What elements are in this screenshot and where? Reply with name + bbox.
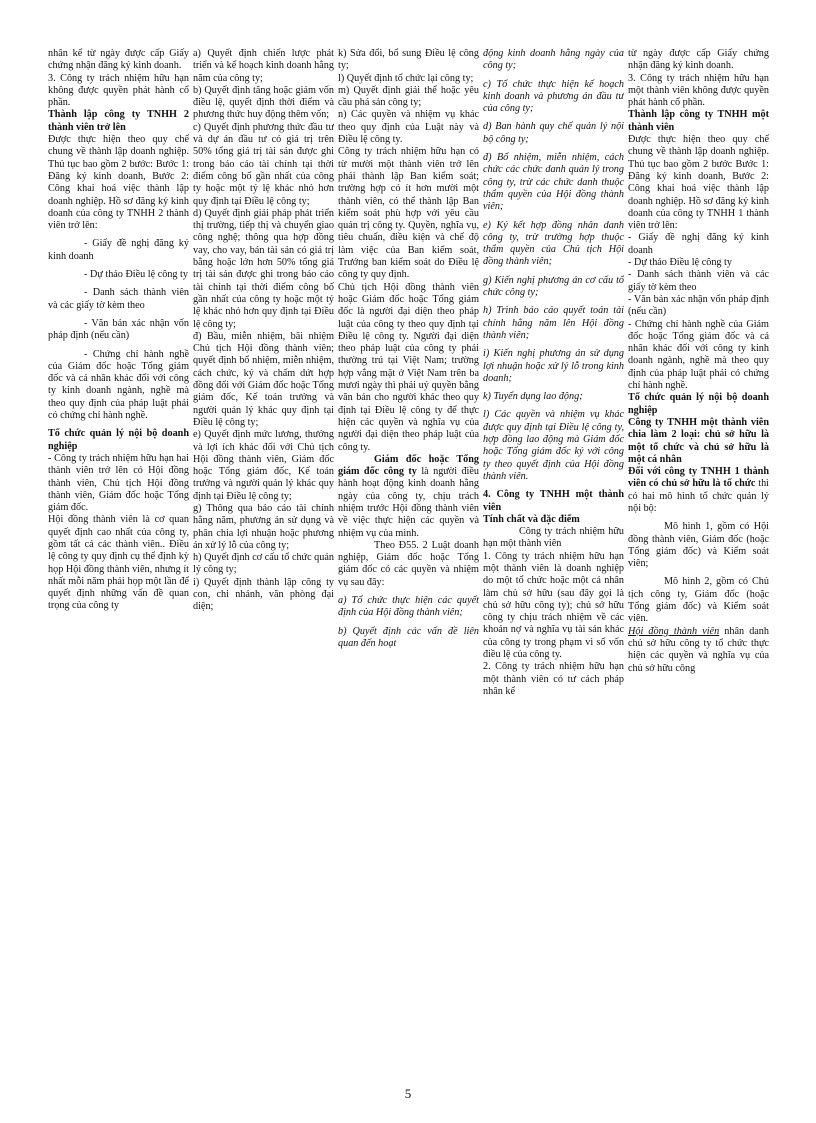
page-number: 5	[404, 1086, 412, 1101]
paragraph-lead: Hội đồng thành viên	[628, 625, 720, 637]
paragraph: b) Quyết định các vấn đề liên quan đến hoạt	[338, 625, 479, 649]
paragraph: đ) Bầu, miễn nhiệm, bãi nhiệm Chủ tịch Hội đồng thành viên; quyết định bổ nhiệm, miễn nhiệm, cách chức, ký và chấm dứt hợp đồng đối với Giám đốc hoặc Tổng giám đốc, Kế toán trưởng và người quản lý khác quy định tại Điều lệ công ty;	[193, 330, 334, 428]
paragraph: - Giấy đề nghị đăng ký kinh doanh	[628, 232, 769, 256]
paragraph: Tổ chức quản lý nội bộ doanh nghiệp	[48, 428, 189, 452]
paragraph: g) Kiến nghị phương án cơ cấu tổ chức công ty;	[483, 274, 624, 299]
paragraph: Công ty trách nhiệm hữu hạn có từ mười một thành viên trở lên phải thành lập Ban kiểm soát; trường hợp có ít hơn mười một thành viên, có thể thành lập Ban kiểm soát phù hợp với yêu cầu quản trị công ty. Quyền, nghĩa vụ, tiêu chuẩn, điều kiện và chế độ làm việc của Ban kiểm soát, Trưởng ban kiểm soát do Điều lệ công ty quy định.	[338, 146, 479, 281]
paragraph: 1. Công ty trách nhiệm hữu hạn một thành viên là doanh nghiệp do một tổ chức hoặc một cá nhân làm chủ sở hữu (sau đây gọi là chủ sở hữu công ty); chủ sở hữu công ty chịu trách nhiệm về các khoản nợ và nghĩa vụ tài sản khác của công ty trong phạm vi số vốn điều lệ của công ty.	[483, 550, 624, 661]
paragraph: Thành lập công ty TNHH 2 thành viên trở lên	[48, 109, 189, 133]
paragraph: nhân kể từ ngày được cấp Giấy chứng nhận đăng ký kinh doanh.	[48, 48, 189, 72]
paragraph-rest: là người điều hành hoạt động kinh doanh hằng ngày của công ty, chịu trách nhiệm trước Hội đồng thành viên về việc thực hiện các quyền và nhiệm vụ của mình.	[338, 466, 479, 539]
paragraph: Được thực hiện theo quy chế chung về thành lập doanh nghiệp. Thủ tục bao gồm 2 bước Bước 1: Đăng ký kinh doanh, Bước 2: Công khai hoá việc thành lập doanh nghiệp. Hồ sơ đăng ký kinh doanh của công ty TNHH 1 thành viên trở lên:	[628, 134, 769, 232]
paragraph: - Dự thảo Điều lệ công ty	[628, 257, 732, 269]
paragraph-lead: Đối với công ty TNHH 1 thành viên có chủ sở hữu là tổ chức	[628, 466, 769, 490]
paragraph: i) Kiến nghị phương án sử dụng lợi nhuận hoặc xử lý lỗ trong kinh doanh;	[483, 348, 624, 384]
paragraph: - Chứng chỉ hành nghề của Giám đốc hoặc Tổng giám đốc và cá nhân khác đối với công ty kinh doanh ngành, nghề mà theo quy định của pháp luật phải có chứng chỉ hành nghề.	[48, 348, 189, 422]
paragraph: Được thực hiện theo quy chế chung về thành lập doanh nghiệp. Thủ tục bao gồm 2 bước: Bước 1: Đăng ký kinh doanh, Bước 2: Công khai hoá việc thành lập doanh nghiệp. Hồ sơ đăng ký kinh doanh của công ty TNHH 2 thành viên trở lên:	[48, 134, 189, 232]
paragraph: động kinh doanh hằng ngày của công ty;	[483, 48, 624, 72]
paragraph: a) Tổ chức thực hiện các quyết định của Hội đồng thành viên;	[338, 595, 479, 619]
paragraph: l) Quyết định tổ chức lại công ty;	[338, 72, 474, 84]
paragraph	[628, 626, 769, 675]
paragraph: - Danh sách thành viên và các giấy tờ kèm theo	[48, 287, 189, 311]
paragraph	[338, 454, 479, 540]
paragraph: k) Tuyển dụng lao động;	[483, 391, 583, 403]
paragraph: a) Quyết định chiến lược phát triển và kế hoạch kinh doanh hằng năm của công ty;	[193, 48, 334, 84]
text-column-3	[338, 48, 479, 1088]
paragraph: m) Quyết định giải thể hoặc yêu cầu phá sản công ty;	[338, 84, 479, 109]
paragraph: g) Thông qua báo cáo tài chính hằng năm, phương án sử dụng và phân chia lợi nhuận hoặc phương án xử lý lỗ của công ty;	[193, 502, 334, 551]
paragraph: h) Quyết định cơ cấu tổ chức quản lý công ty;	[193, 552, 334, 576]
paragraph: Hội đồng thành viên là cơ quan quyết định cao nhất của công ty, gồm tất cả các thành viên.. Điều lệ công ty quy định cụ thể định kỳ họp Hội đồng thành viên, nhưng ít nhất mỗi năm phải họp một lần để quyết định những vấn đề quan trọng của công ty	[48, 514, 189, 612]
paragraph: l) Các quyền và nhiệm vụ khác được quy định tại Điều lệ công ty, hợp đồng lao động mà Giám đốc hoặc Tổng giám đốc ký với công ty theo quyết định của Hội đồng thành viên.	[483, 409, 624, 482]
paragraph: c) Quyết định phương thức đầu tư và dự án đầu tư có giá trị trên 50% tổng giá trị tài sản được ghi trong báo cáo tài chính tại thời điểm công bố gần nhất của công ty hoặc một tỷ lệ khác nhỏ hơn quy định tại Điều lệ công ty;	[193, 121, 334, 207]
paragraph: Thành lập công ty TNHH một thành viên	[628, 109, 769, 133]
paragraph: 2. Công ty trách nhiệm hữu hạn một thành viên có tư cách pháp nhân kể	[483, 661, 624, 697]
paragraph: Công ty trách nhiệm hữu hạn một thành viên	[483, 526, 624, 550]
paragraph: Mô hình 2, gồm có Chủ tịch công ty, Giám đốc (hoặc Tổng giám đốc) và Kiểm soát viên.	[628, 576, 769, 625]
paragraph: h) Trình báo cáo quyết toán tài chính hằng năm lên Hội đồng thành viên;	[483, 305, 624, 341]
paragraph: - Dự thảo Điều lệ công ty	[84, 269, 188, 281]
paragraph: b) Quyết định tăng hoặc giảm vốn điều lệ, quyết định thời điểm và phương thức huy động thêm vốn;	[193, 84, 334, 121]
paragraph-rest: nhân danh chủ sở hữu công ty tổ chức thực hiện các quyền và nghĩa vụ của chủ sở hữu công	[628, 625, 769, 674]
paragraph: d) Quyết định giải pháp phát triển thị trường, tiếp thị và chuyển giao công nghệ; thông qua hợp đồng vay, cho vay, bán tài sản có giá trị bằng hoặc lớn hơn 50% tổng giá trị tài sản được ghi trong báo cáo tài chính tại thời điểm công bố gần nhất của công ty hoặc một tỷ lệ khác nhỏ hơn quy định tại Điều lệ công ty;	[193, 207, 334, 330]
paragraph: từ ngày được cấp Giấy chứng nhận đăng ký kinh doanh.	[628, 48, 769, 72]
paragraph: Mô hình 1, gồm có Hội đồng thành viên, Giám đốc (hoặc Tổng giám đốc) và Kiểm soát viên;	[628, 521, 769, 570]
paragraph: 3. Công ty trách nhiệm hữu hạn một thành viên không được quyền phát hành cổ phần.	[628, 72, 769, 109]
paragraph-rest: thì có hai mô hình tổ chức quản lý nội bộ:	[628, 478, 769, 514]
paragraph	[628, 466, 769, 515]
paragraph: Công ty TNHH một thành viên chia làm 2 loại: chủ sở hữu là một tổ chức và chủ sở hữu là một cá nhân	[628, 416, 769, 465]
paragraph: k) Sửa đổi, bổ sung Điều lệ công ty;	[338, 48, 479, 72]
document-page	[48, 48, 770, 1088]
paragraph: e) Ký kết hợp đồng nhân danh công ty, trừ trường hợp thuộc thẩm quyền của Chủ tịch Hội đồng thành viên;	[483, 219, 624, 268]
paragraph: đ) Bổ nhiệm, miễn nhiệm, cách chức các chức danh quản lý trong công ty, trừ các chức danh thuộc thẩm quyền của Hội đồng thành viên;	[483, 152, 624, 213]
paragraph: 4. Công ty TNHH một thành viên	[483, 489, 624, 513]
text-column-5	[628, 48, 769, 1088]
paragraph: 3. Công ty trách nhiệm hữu hạn không được quyền phát hành cổ phần.	[48, 72, 189, 109]
paragraph: - Chứng chỉ hành nghề của Giám đốc hoặc Tổng giám đốc và cá nhân khác đối với công ty kinh doanh ngành, nghề mà theo quy định của pháp luật phải có chứng chỉ hành nghề.	[628, 318, 769, 392]
paragraph: - Danh sách thành viên và các giấy tờ kèm theo	[628, 269, 769, 293]
paragraph: i) Quyết định thành lập công ty con, chi nhánh, văn phòng đại diện;	[193, 576, 334, 613]
paragraph: - Văn bản xác nhận vốn pháp định (nếu cần)	[628, 293, 769, 318]
paragraph: d) Ban hành quy chế quản lý nội bộ công ty;	[483, 121, 624, 145]
paragraph-lead: Giám đốc hoặc Tổng giám đốc công ty	[338, 453, 479, 478]
paragraph: - Công ty trách nhiệm hữu hạn hai thành viên trở lên có Hội đồng thành viên, Chủ tịch Hội đồng thành viên, Giám đốc hoặc Tổng giám đốc.	[48, 452, 189, 514]
paragraph: Tính chất và đặc điểm	[483, 513, 580, 525]
paragraph: Chủ tịch Hội đồng thành viên hoặc Giám đốc hoặc Tổng giám đốc là người đại diện theo pháp luật của công ty theo quy định tại Điều lệ công ty. Người đại diện theo pháp luật của công ty phải thường trú tại Việt Nam; trường hợp vắng mặt ở Việt Nam trên ba mươi ngày thì phải uỷ quyền bằng văn bản cho người khác theo quy định tại Điều lệ công ty để thực hiện các quyền và nghĩa vụ của người đại diện theo pháp luật của công ty.	[338, 281, 479, 453]
paragraph: n) Các quyền và nhiệm vụ khác theo quy định của Luật này và Điều lệ công ty.	[338, 109, 479, 146]
paragraph: Theo Đ55. 2 Luật doanh nghiệp, Giám đốc hoặc Tổng giám đốc có các quyền và nhiệm vụ sau đây:	[338, 539, 479, 588]
paragraph: c) Tổ chức thực hiện kế hoạch kinh doanh và phương án đầu tư của công ty;	[483, 78, 624, 115]
paragraph: e) Quyết định mức lương, thưởng và lợi ích khác đối với Chủ tịch Hội đồng thành viên, Giám đốc hoặc Tổng giám đốc, Kế toán trưởng và người quản lý khác quy định tại Điều lệ công ty;	[193, 429, 334, 502]
text-column-2	[193, 48, 334, 1088]
paragraph: - Văn bản xác nhận vốn pháp định (nếu cần)	[48, 317, 189, 342]
paragraph: Tổ chức quản lý nội bộ doanh nghiệp	[628, 392, 769, 416]
text-column-1	[48, 48, 189, 1088]
text-column-4	[483, 48, 624, 1088]
paragraph: - Giấy đề nghị đăng ký kinh doanh	[48, 238, 189, 262]
